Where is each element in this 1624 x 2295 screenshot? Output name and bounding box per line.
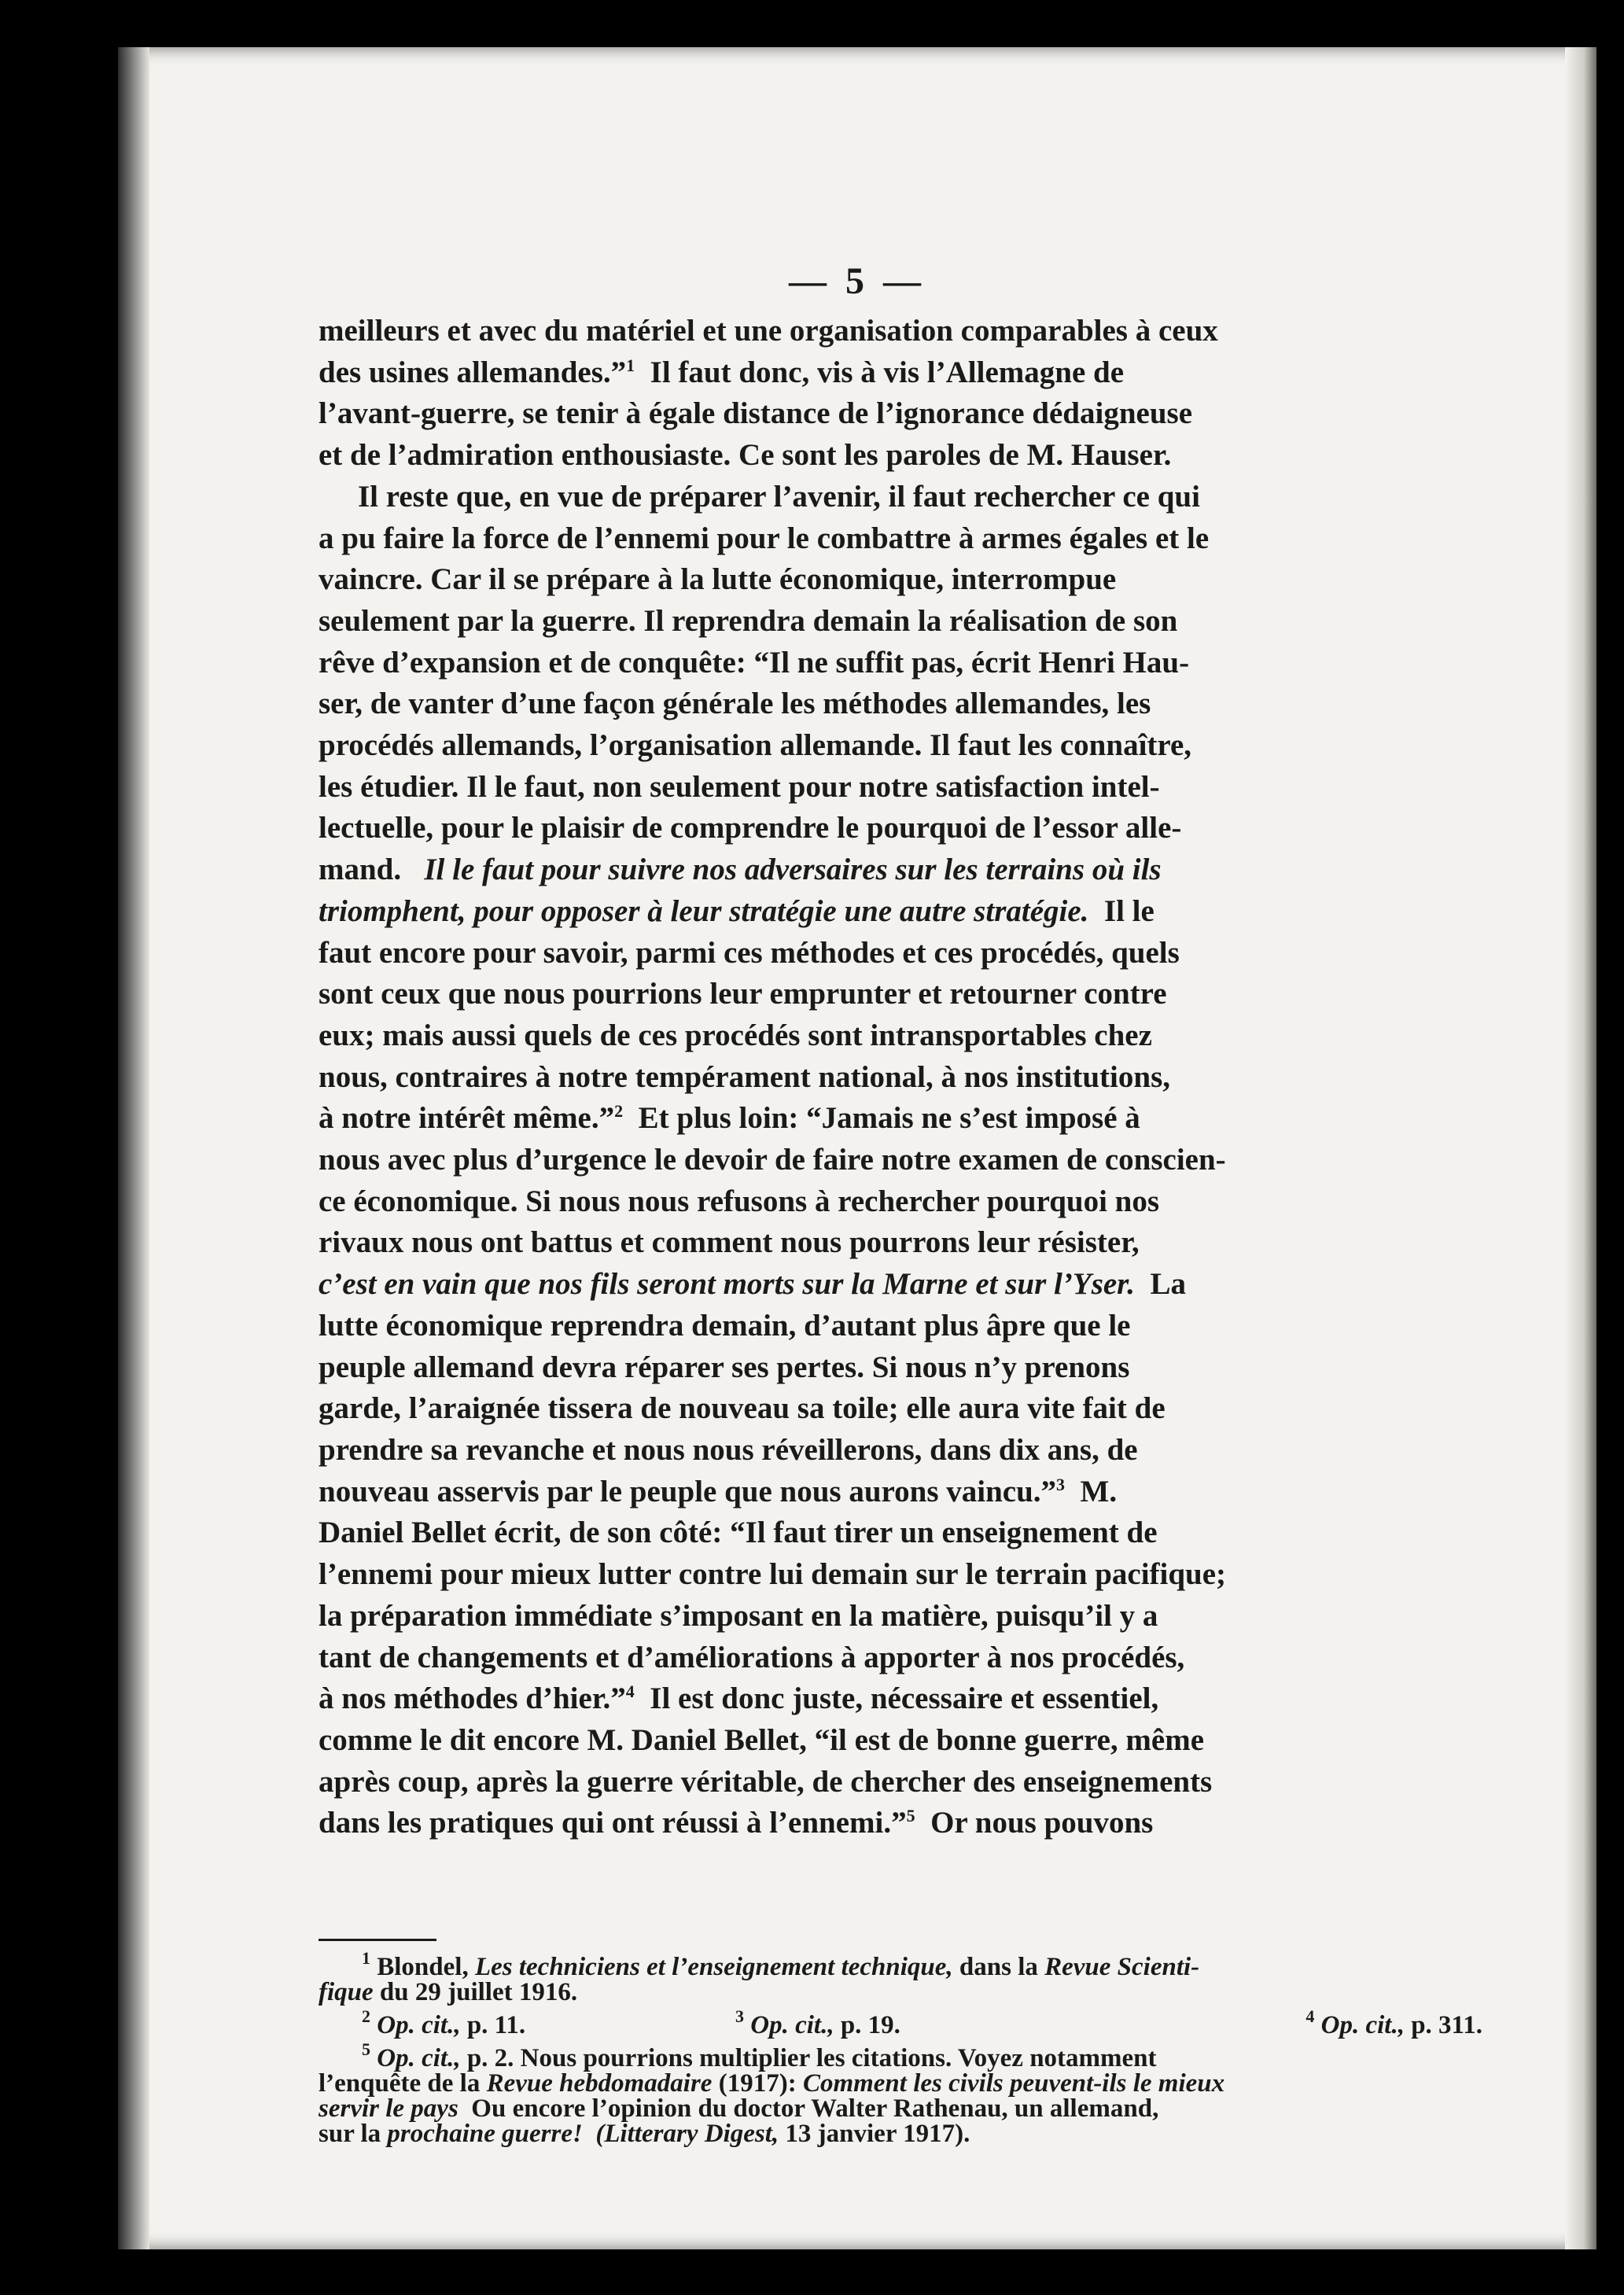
footnote-ref: 4	[625, 1682, 635, 1702]
footnote-ref: 1	[626, 355, 635, 375]
page-number: — 5 —	[789, 260, 926, 302]
scanned-page	[118, 47, 1596, 2249]
text-line: procédés allemands, l’organisation allemande. Il faut les connaître,	[319, 728, 1192, 763]
text-line: c’est en vain que nos fils seront morts sur la Marne et sur l’Yser. La	[319, 1267, 1186, 1302]
text-line: Daniel Bellet écrit, de son côté: “Il faut tirer un enseignement de	[319, 1516, 1158, 1550]
body-text	[319, 311, 1514, 1844]
footnote-rule	[319, 1939, 436, 1941]
text-line: garde, l’araignée tissera de nouveau sa toile; elle aura vite fait de	[319, 1391, 1166, 1426]
text-line: ce économique. Si nous nous refusons à rechercher pourquoi nos	[319, 1184, 1160, 1218]
text-line: l’avant-guerre, se tenir à égale distance de l’ignorance dédaigneuse	[319, 396, 1193, 431]
text-line: lutte économique reprendra demain, d’autant plus âpre que le	[319, 1308, 1131, 1343]
text-line: mand. Il le faut pour suivre nos adversaires sur les terrains où ils	[319, 853, 1162, 887]
text-line: ser, de vanter d’une façon générale les méthodes allemandes, les	[319, 687, 1151, 721]
text-line: lectuelle, pour le plaisir de comprendre le pourquoi de l’essor alle-	[319, 811, 1182, 845]
text-line: eux; mais aussi quels de ces procédés sont intransportables chez	[319, 1018, 1152, 1052]
text-line: à notre intérêt même.”$^2$ Et plus loin: “Jamais ne s’est imposé à	[319, 1101, 1140, 1136]
text-line: les étudier. Il le faut, non seulement pour notre satisfaction intel-	[319, 769, 1160, 804]
text-line: vaincre. Car il se prépare à la lutte économique, interrompue	[319, 562, 1117, 597]
footnote-4: $^4$ Op. cit., p. 311.	[1305, 2006, 1482, 2039]
text-line: nouveau asservis par le peuple que nous aurons vaincu.”$^3$ M.	[319, 1474, 1118, 1509]
text-line: faut encore pour savoir, parmi ces méthodes et ces procédés, quels	[319, 935, 1180, 970]
footnote-5-line3: servir le pays Ou encore l’opinion du doctor Walter Rathenau, un allemand,	[319, 2094, 1159, 2123]
text-line: seulement par la guerre. Il reprendra demain la réalisation de son	[319, 603, 1178, 638]
footnote-ref: 3	[1056, 1474, 1066, 1494]
text-line: des usines allemandes.”$^1$ Il faut donc, vis à vis l’Allemagne de	[319, 355, 1125, 389]
page-edge-shadow	[1565, 47, 1596, 2249]
footnote-5: $^5$ Op. cit., p. 2. Nous pourrions multiplier les citations. Voyez notamment	[362, 2039, 1157, 2072]
text-line: et de l’admiration enthousiaste. Ce sont les paroles de M. Hauser.	[319, 438, 1172, 473]
text-line: après coup, après la guerre véritable, de chercher des enseignements	[319, 1764, 1213, 1799]
footnote-1: $^1$ Blondel, Les techniciens et l’enseignement technique, dans la Revue Scienti-	[362, 1948, 1200, 1981]
footnote-2: $^2$ Op. cit., p. 11.	[362, 2006, 526, 2039]
footnote-5-line4: sur la prochaine guerre! (Litterary Digest, 13 janvier 1917).	[319, 2120, 970, 2148]
text-line: l’ennemi pour mieux lutter contre lui demain sur le terrain pacifique;	[319, 1557, 1227, 1592]
text-line: triomphent, pour opposer à leur stratégie une autre stratégie. Il le	[319, 893, 1154, 928]
text-line: comme le dit encore M. Daniel Bellet, “il est de bonne guerre, même	[319, 1722, 1205, 1757]
text-line: nous, contraires à notre tempérament national, à nos institutions,	[319, 1059, 1170, 1094]
footnote-5-line2: l’enquête de la Revue hebdomadaire (1917): Comment les civils peuvent-ils le mieux	[319, 2069, 1225, 2098]
text-line: dans les pratiques qui ont réussi à l’ennemi.”$^5$ Or nous pouvons	[319, 1806, 1154, 1840]
text-line: sont ceux que nous pourrions leur emprunter et retourner contre	[319, 977, 1167, 1011]
text-line: rivaux nous ont battus et comment nous pourrons leur résister,	[319, 1225, 1140, 1260]
text-line: la préparation immédiate s’imposant en la matière, puisqu’il y a	[319, 1598, 1158, 1633]
footnote-ref: 2	[614, 1101, 624, 1122]
page-binding-shadow	[118, 47, 149, 2249]
footnote-1-cont: fique du 29 juillet 1916.	[319, 1978, 578, 2006]
footnote-row-2-3-4	[319, 2006, 1514, 2039]
footnotes	[319, 1948, 1514, 2148]
text-line: rêve d’expansion et de conquête: “Il ne suffit pas, écrit Henri Hau-	[319, 645, 1190, 680]
text-line: Il reste que, en vue de préparer l’avenir, il faut rechercher ce qui	[358, 479, 1200, 514]
footnote-ref: 5	[906, 1806, 915, 1826]
text-line: à nos méthodes d’hier.”$^4$ Il est donc juste, nécessaire et essentiel,	[319, 1682, 1159, 1716]
footnote-3: $^3$ Op. cit., p. 19.	[735, 2006, 900, 2039]
text-line: peuple allemand devra réparer ses pertes. Si nous n’y prenons	[319, 1350, 1130, 1384]
text-line: prendre sa revanche et nous nous réveillerons, dans dix ans, de	[319, 1432, 1138, 1467]
text-line: meilleurs et avec du matériel et une organisation comparables à ceux	[319, 314, 1218, 348]
text-line: nous avec plus d’urgence le devoir de faire notre examen de conscien-	[319, 1143, 1226, 1177]
text-line: tant de changements et d’améliorations à apporter à nos procédés,	[319, 1640, 1185, 1674]
text-line: a pu faire la force de l’ennemi pour le combattre à armes égales et le	[319, 521, 1210, 555]
